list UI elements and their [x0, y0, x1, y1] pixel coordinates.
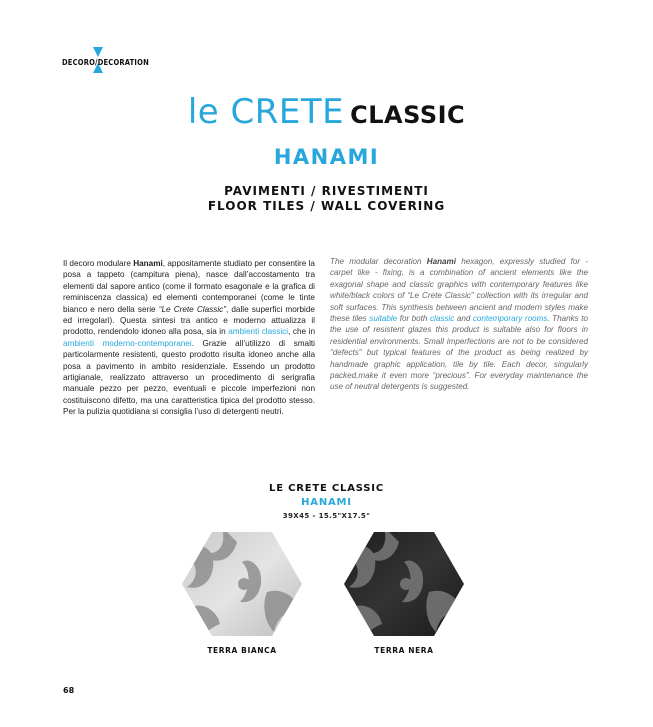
link-ambienti-moderni[interactable]: ambienti moderno-contemporanei: [63, 338, 192, 348]
description-italian: Il decoro modulare Hanami, appositamente studiato per consentire la posa a tappeto (campitura piena), nasce dall’accostamento tra elementi dal sapore antico (come il formato esagonale e la grafica di reminiscenza classica) ed elementi contemporanei (come le tinte bianco e nero della serie “Le Crete Classic”, dalle superfici morbide ed irregolari). Questa sintesi tra antico e moderno attualizza il prodotto, rendendolo idoneo alla posa, sia in ambienti classici, che in ambienti moderno-contemporanei. Grazie all’utilizzo di smalti particolarmente resistenti, questo prodotto risulta idoneo anche alla posa a pavimento in ambito residenziale. Essendo un prodotto artigianale, realizzato attraverso un procedimento di serigrafia manuale pezzo per pezzo, eventuali e piccole imperfezioni non costituiscono difetto, ma una caratteristica tipica del prodotto stesso. Per la pulizia quotidiana si consiglia l’uso di detergenti neutri.: [63, 259, 316, 417]
tile-terra-bianca: [182, 532, 302, 636]
link-classic[interactable]: classic: [429, 314, 455, 324]
page-number: 68: [63, 686, 75, 695]
tile-label-terra-nera: TERRA NERA: [374, 646, 434, 655]
link-ambienti-classici[interactable]: ambienti classici: [228, 327, 289, 337]
category-en: FLOOR TILES / WALL COVERING: [207, 199, 446, 213]
tile-terra-nera: [344, 532, 464, 636]
product-size: 39X45 - 15.5"X17.5": [282, 512, 371, 520]
tile-label-terra-bianca: TERRA BIANCA: [207, 646, 277, 655]
product-subname: HANAMI: [301, 497, 352, 508]
section-tag: DECORO/DECORATION: [62, 58, 149, 67]
category-it: PAVIMENTI / RIVESTIMENTI: [224, 184, 429, 198]
title-strong: CLASSIC: [350, 101, 466, 129]
title-accent: le CRETE: [187, 92, 345, 132]
page-subtitle: HANAMI: [273, 145, 380, 169]
link-suitable[interactable]: suitable: [369, 314, 398, 324]
product-name: LE CRETE CLASSIC: [269, 483, 384, 494]
product-name-bold-en: Hanami: [426, 257, 456, 266]
page-title: [0, 92, 653, 132]
link-contemporary-rooms[interactable]: contemporary rooms: [472, 314, 548, 324]
product-name-bold: Hanami: [133, 259, 163, 268]
description-english: The modular decoration Hanami hexagon, expressly studied for - carpet like - fixing, is a combination of ancient elements like the exagonal shape and classic graphics with contemporary features like white/black colors of “Le Crete Classic” collection with its irregular and soft surfaces. This synthesis between ancient and modern styles make these tiles suitable for both classic and contemporary rooms. Thanks to the use of resistent glazes this product is suitable also for floors in residential environments. Small imperfections are not to be considered “defects” but typical features of the product as being realized by handmade graphic application, tile by tile. Each decor, singularly packed,make it even more “precious”. For everyday maintenance the use of neutral detergents is suggested.: [330, 257, 588, 392]
